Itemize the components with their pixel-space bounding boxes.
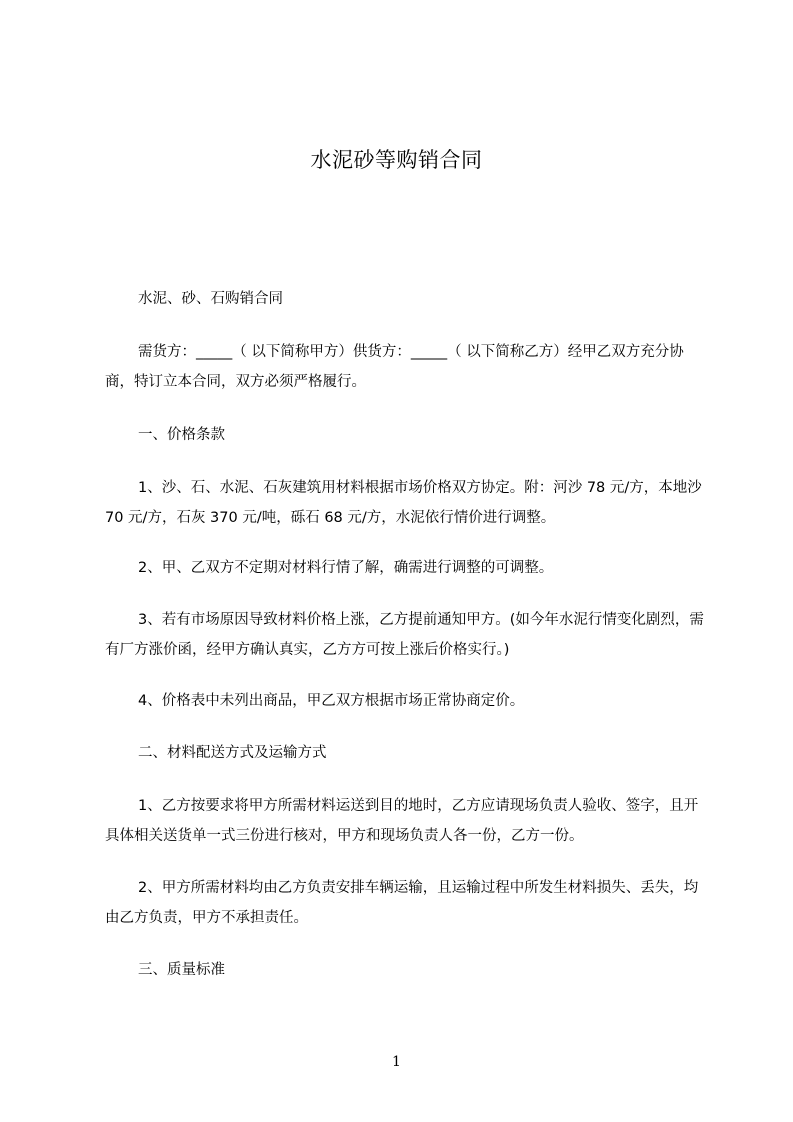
price-clause-4: 4、价格表中未列出商品，甲乙双方根据市场正常协商定价。: [138, 693, 525, 709]
section-heading-quality: 三、质量标准: [138, 962, 225, 978]
delivery-clause-1: 1、乙方按要求将甲方所需材料运送到目的地时，乙方应请现场负责人验收、签字，且开具体相关送货单一式三份进行核对，甲方和现场负责人各一份，乙方一份。: [105, 798, 699, 844]
section-heading-delivery: 二、材料配送方式及运输方式: [138, 745, 327, 761]
price-clause-1: 1、沙、石、水泥、石灰建筑用材料根据市场价格双方协定。附：河沙 78 元/方，本地沙 70 元/方，石灰 370 元/吨，砾石 68 元/方，水泥依行情价进行调整。: [105, 480, 702, 526]
price-clause-2: 2、甲、乙双方不定期对材料行情了解，确需进行调整的可调整。: [138, 560, 554, 576]
parties-paragraph: 需货方：_____（ 以下简称甲方）供货方：_____（ 以下简称乙方）经甲乙双方充分协商，特订立本合同，双方必须严格履行。: [105, 344, 684, 390]
subtitle: 水泥、砂、石购销合同: [138, 291, 283, 307]
section-heading-price: 一、价格条款: [138, 427, 225, 443]
price-clause-3: 3、若有市场原因导致材料价格上涨，乙方提前通知甲方。(如今年水泥行情变化剧烈，需有厂方涨价函，经甲方确认真实，乙方方可按上涨后价格实行。): [105, 612, 704, 658]
document-title: 水泥砂等购销合同: [310, 148, 483, 172]
delivery-clause-2: 2、甲方所需材料均由乙方负责安排车辆运输，且运输过程中所发生材料损失、丢失，均由乙方负责，甲方不承担责任。: [105, 880, 699, 926]
page-number: 1: [392, 1054, 401, 1070]
